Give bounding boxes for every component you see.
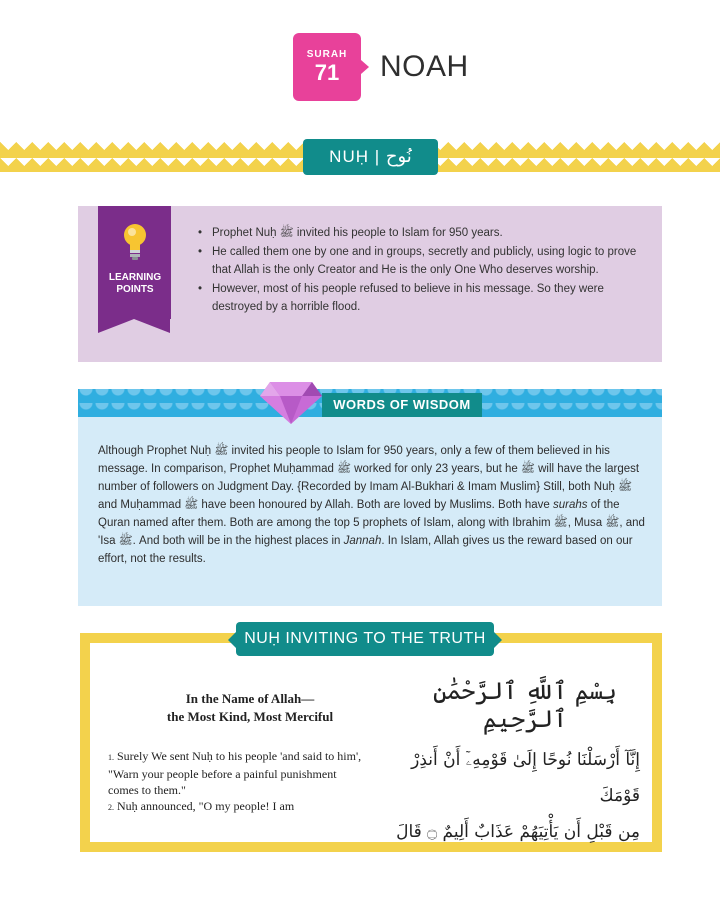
tab-arrow-right: [494, 632, 502, 648]
wisdom-title: WORDS OF WISDOM: [322, 393, 482, 417]
arabic-line-2: مِن قَبْلِ أَن يَأْتِيَهُمْ عَذَابٌ أَلِيمٌ ۝ قَالَ: [396, 822, 640, 842]
tab-separator: |: [374, 147, 386, 166]
basmala-english: [120, 690, 380, 726]
verses-arabic: [370, 742, 640, 850]
verse-number: 1.: [108, 753, 114, 762]
wisdom-text-3: . In Islam, Allah gives us the reward based on our effort, not the results.: [98, 535, 633, 565]
surah-label: SURAH: [306, 49, 348, 60]
label-line-1: LEARNING: [108, 272, 162, 283]
label-line-2: POINTS: [116, 284, 154, 295]
arabic-line-1: إِنَّآ أَرْسَلْنَا نُوحًا إِلَىٰ قَوْمِهِۦٓ أَنْ أَنذِرْ قَوْمَكَ: [411, 750, 640, 806]
tab-latin: NUḤ: [329, 147, 370, 166]
learning-points-list: [196, 224, 648, 317]
basmala-line-2: the Most Kind, Most Merciful: [166, 709, 334, 724]
section-tab-inviting: NUḤ INVITING TO THE TRUTH: [236, 622, 494, 656]
basmala-line-1: In the Name of Allah—: [185, 691, 315, 706]
tab-arabic: نُوح: [385, 146, 412, 167]
surah-number: 71: [314, 60, 340, 85]
wisdom-text-1: Although Prophet Nuḥ ﷺ invited his people to Islam for 950 years, only a few of them believed in his message. In comparison, Prophet Muḥammad ﷺ worked for only 23 years, but he ﷺ will have the largest number of followers on Judgment Day. {Recorded by Imam Al-Bukhari & Imam Muslim} Still, both Nuḥ ﷺ and Muḥammad ﷺ have been honoured by Allah. Both are loved by Muslims. Both have: [98, 445, 640, 511]
list-item: • However, most of his people refused to believe in his message. So they were destroyed by a horrible flood.: [196, 280, 648, 317]
learning-points-label: [100, 272, 170, 296]
list-item: • He called them one by one and in groups, secretly and publicly, using logic to prove that Allah is the only Creator and He is the only One Who deserves worship.: [196, 243, 648, 280]
verse-number: 2.: [108, 803, 114, 812]
verse-text: Surely We sent Nuḥ to his people 'and said to him', "Warn your people before a painful punishment comes to them.": [108, 749, 362, 797]
wisdom-paragraph: [98, 442, 646, 568]
verse-text: Nuḥ announced, "O my people! I am: [117, 799, 295, 813]
surah-badge: [293, 33, 361, 101]
tab-arrow-left: [228, 632, 236, 648]
surah-title: NOAH: [380, 50, 469, 83]
gem-icon: [258, 380, 324, 426]
wisdom-text-2: of the Quran named after them. Both are among the top 5 prophets of Islam, along with Ibrahim ﷺ, Musa ﷺ, and 'Isa ﷺ. And both will be in the highest places in: [98, 499, 645, 547]
list-item: • Prophet Nuḥ ﷺ invited his people to Islam for 950 years.: [196, 224, 648, 243]
badge-pointer: [361, 60, 369, 74]
basmala-arabic: بِسْمِ ٱللَّهِ ٱلرَّحْمَٰنِ ٱلرَّحِيمِ: [432, 677, 617, 733]
lightbulb-icon: [122, 222, 148, 262]
verses-english: [108, 748, 366, 816]
wisdom-italic-1: surahs: [553, 499, 588, 511]
section-tab-nuh: [303, 139, 438, 175]
wisdom-italic-2: Jannah: [343, 535, 382, 547]
